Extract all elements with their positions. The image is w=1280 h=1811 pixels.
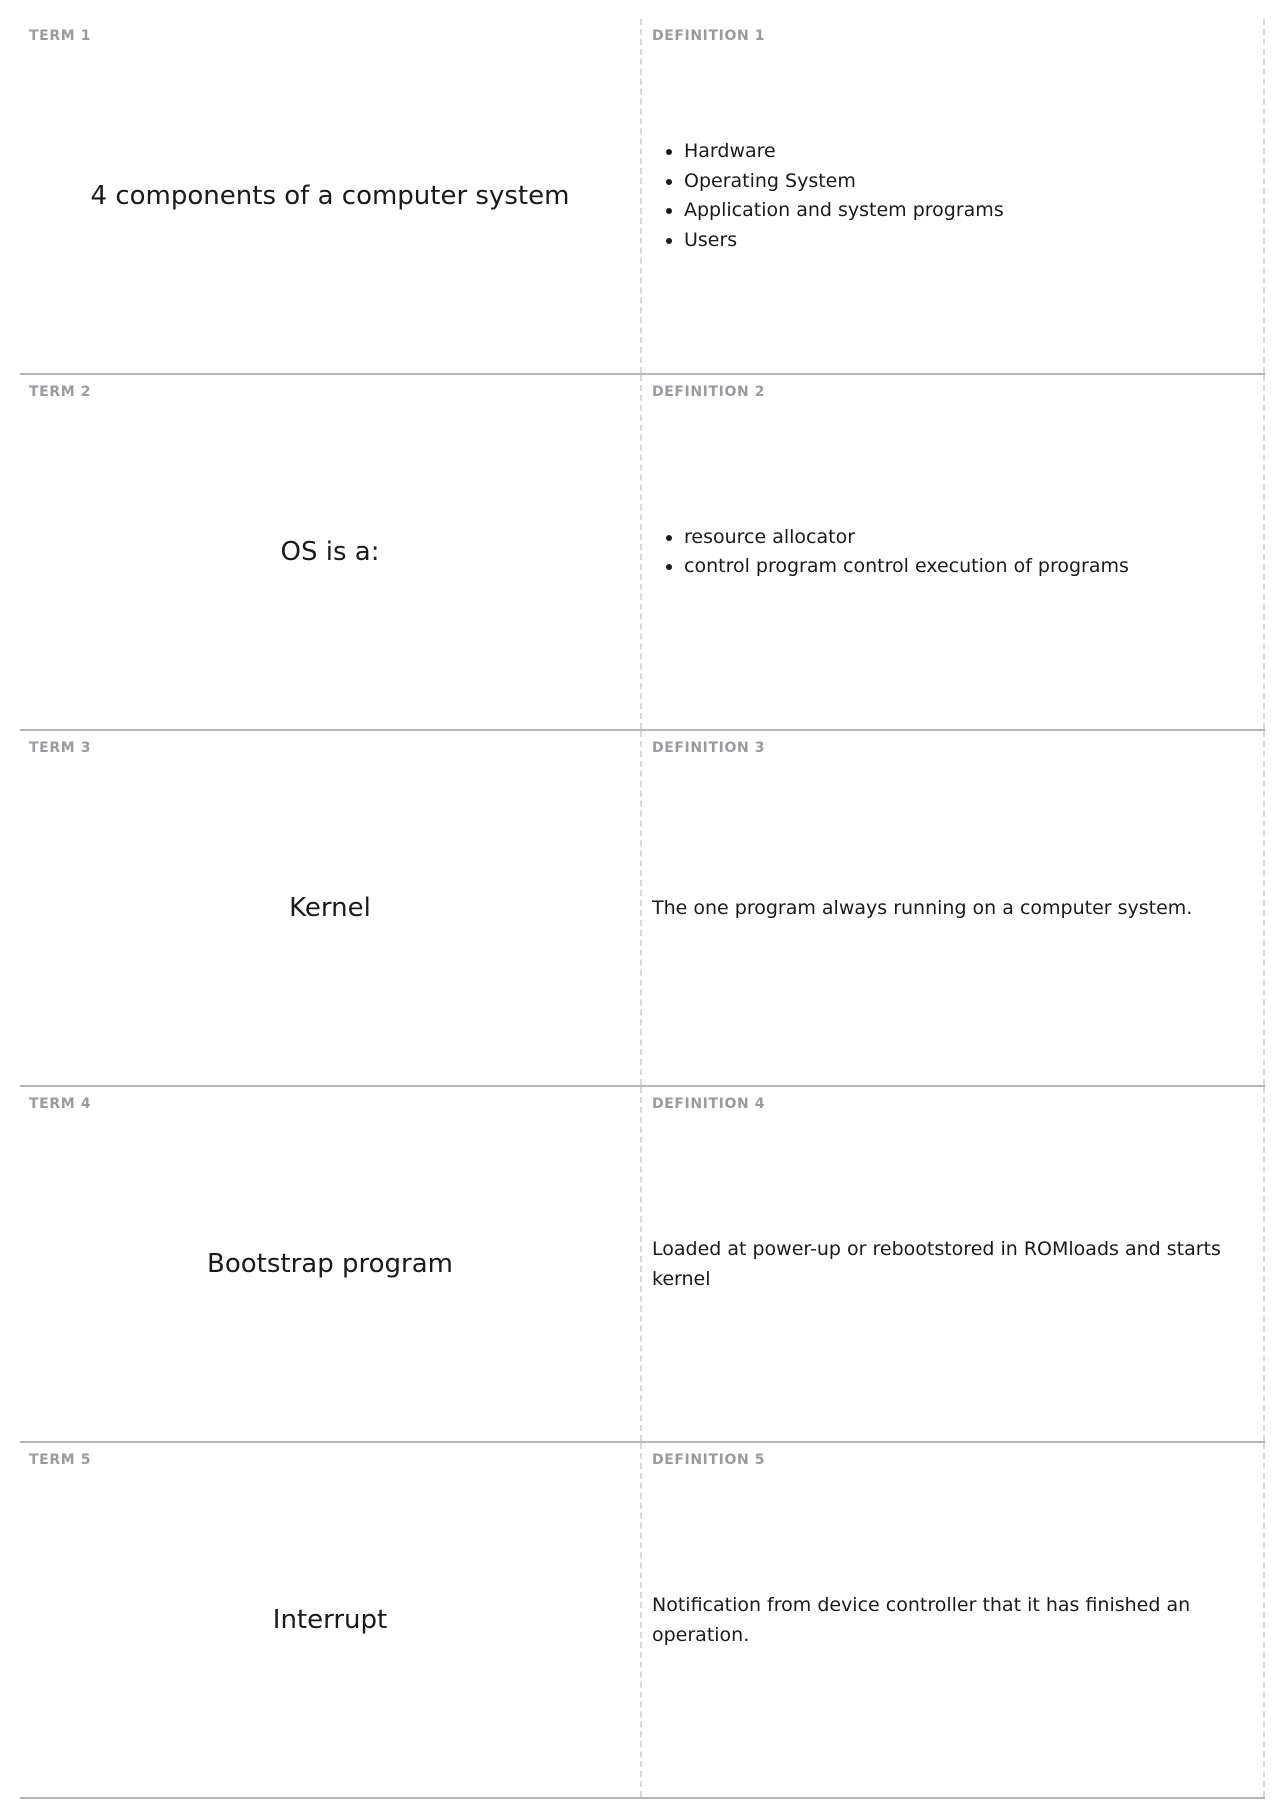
definition-cell: [642, 19, 1265, 373]
flashcard-row: [20, 731, 1265, 1087]
definition-label: DEFINITION 3: [652, 740, 766, 756]
definition-cell: [642, 731, 1265, 1085]
term-text: Interrupt: [272, 1605, 388, 1635]
definition-label: DEFINITION 2: [652, 384, 766, 400]
term-cell: [20, 731, 642, 1085]
definition-cell: [642, 1443, 1265, 1797]
term-text: Bootstrap program: [207, 1249, 453, 1279]
term-text: OS is a:: [280, 537, 380, 567]
definition-text: The one program always running on a computer system.: [652, 897, 1193, 919]
term-label: TERM 5: [29, 1452, 92, 1468]
term-cell: [20, 375, 642, 729]
definition-label: DEFINITION 4: [652, 1096, 766, 1112]
definition-list-item: • Hardware: [684, 137, 1004, 167]
term-cell: [20, 1087, 642, 1441]
definition-list-item: • control program control execution of programs: [684, 552, 1129, 582]
definition-list: [652, 137, 1004, 255]
flashcard-row: [20, 1087, 1265, 1443]
definition-label: DEFINITION 1: [652, 28, 766, 44]
term-label: TERM 2: [29, 384, 92, 400]
definition-text: Loaded at power-up or rebootstored in ROMloads and starts kernel: [652, 1238, 1221, 1290]
term-cell: [20, 19, 642, 373]
flashcard-row: [20, 19, 1265, 375]
term-label: TERM 1: [29, 28, 92, 44]
definition-cell: [642, 1087, 1265, 1441]
definition-list-item: • resource allocator: [684, 523, 1129, 553]
flashcard-row: [20, 1443, 1265, 1799]
term-cell: [20, 1443, 642, 1797]
term-label: TERM 3: [29, 740, 92, 756]
term-text: 4 components of a computer system: [90, 181, 570, 211]
flashcard-sheet: [20, 19, 1265, 1799]
term-text: Kernel: [289, 893, 371, 923]
flashcard-row: [20, 375, 1265, 731]
definition-list-item: • Users: [684, 226, 1004, 256]
definition-label: DEFINITION 5: [652, 1452, 766, 1468]
definition-list: [652, 523, 1129, 582]
definition-text: Notification from device controller that it has finished an operation.: [652, 1594, 1191, 1646]
definition-cell: [642, 375, 1265, 729]
definition-list-item: • Operating System: [684, 167, 1004, 197]
term-label: TERM 4: [29, 1096, 92, 1112]
definition-list-item: • Application and system programs: [684, 196, 1004, 226]
